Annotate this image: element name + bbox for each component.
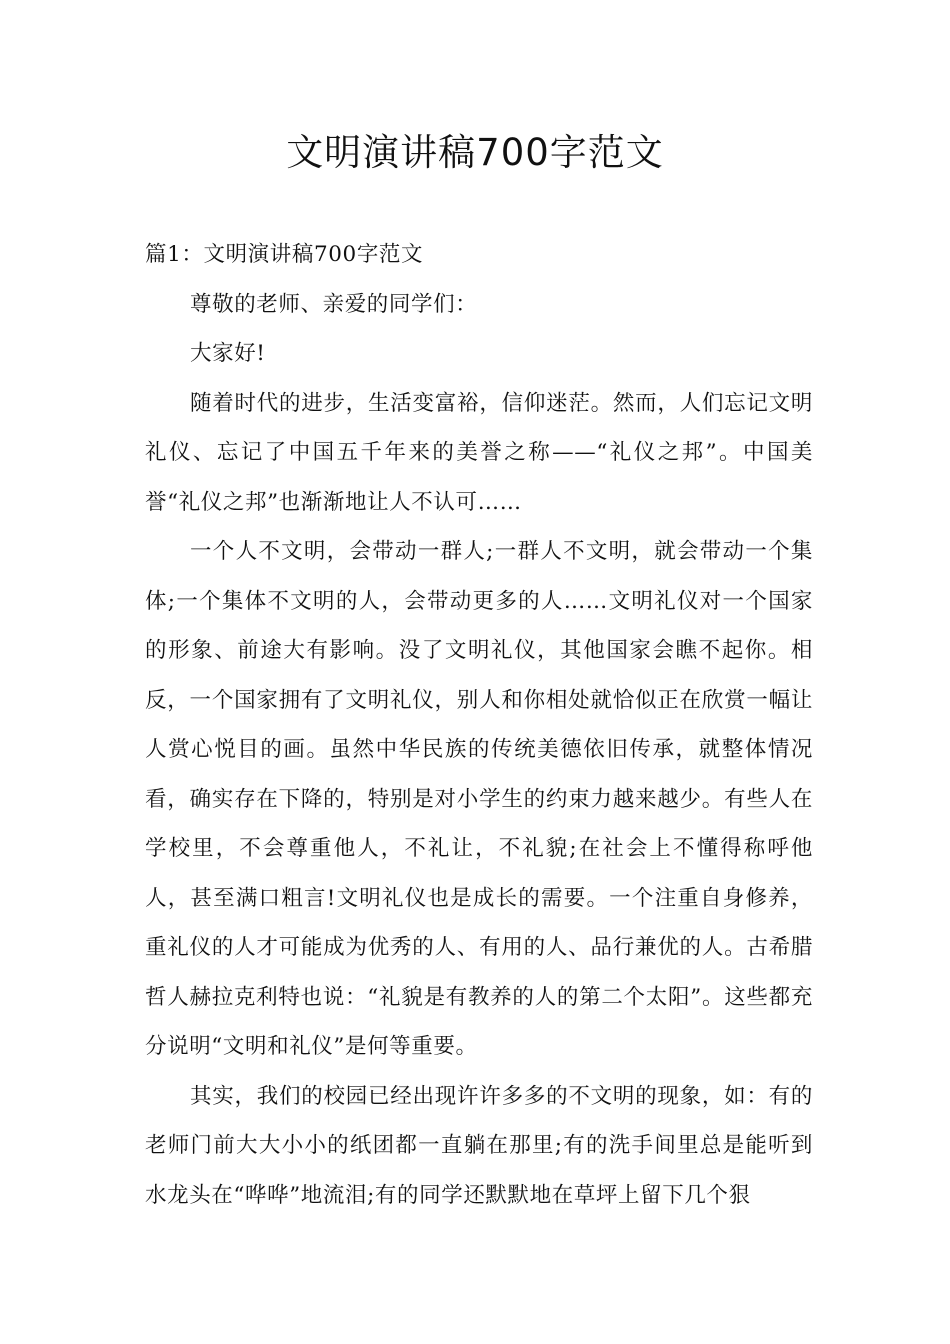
document-title: 文明演讲稿700字范文 (286, 131, 664, 174)
body-paragraph: 随着时代的进步，生活变富裕，信仰迷茫。然而，人们忘记文明礼仪、忘记了中国五千年来的美誉之称——“礼仪之邦”。中国美誉“礼仪之邦”也渐渐地让人不认可…… (145, 390, 813, 515)
document-body (145, 230, 813, 1220)
body-paragraph: 其实，我们的校园已经出现许许多多的不文明的现象，如：有的老师门前大大小小的纸团都一直躺在那里;有的洗手间里总是能听到水龙头在“哗哗”地流泪;有的同学还默默地在草坪上留下几个狠 (145, 1083, 813, 1208)
salutation-paragraph: 尊敬的老师、亲爱的同学们： (190, 291, 478, 317)
greeting-paragraph: 大家好! (190, 341, 266, 366)
body-paragraph: 一个人不文明，会带动一群人;一群人不文明，就会带动一个集体;一个集体不文明的人，会带动更多的人……文明礼仪对一个国家的形象、前途大有影响。没了文明礼仪，其他国家会瞧不起你。相反，一个国家拥有了文明礼仪，别人和你相处就恰似正在欣赏一幅让人赏心悦目的画。虽然中华民族的传统美德依旧传承，就整体情况看，确实存在下降的，特别是对小学生的约束力越来越少。有些人在学校里，不会尊重他人，不礼让，不礼貌;在社会上不懂得称呼他人，甚至满口粗言!文明礼仪也是成长的需要。一个注重自身修养，重礼仪的人才可能成为优秀的人、有用的人、品行兼优的人。古希腊哲人赫拉克利特也说：“礼貌是有教养的人的第二个太阳”。这些都充分说明“文明和礼仪”是何等重要。 (145, 539, 813, 1059)
section-heading: 篇1：文明演讲稿700字范文 (145, 242, 424, 267)
